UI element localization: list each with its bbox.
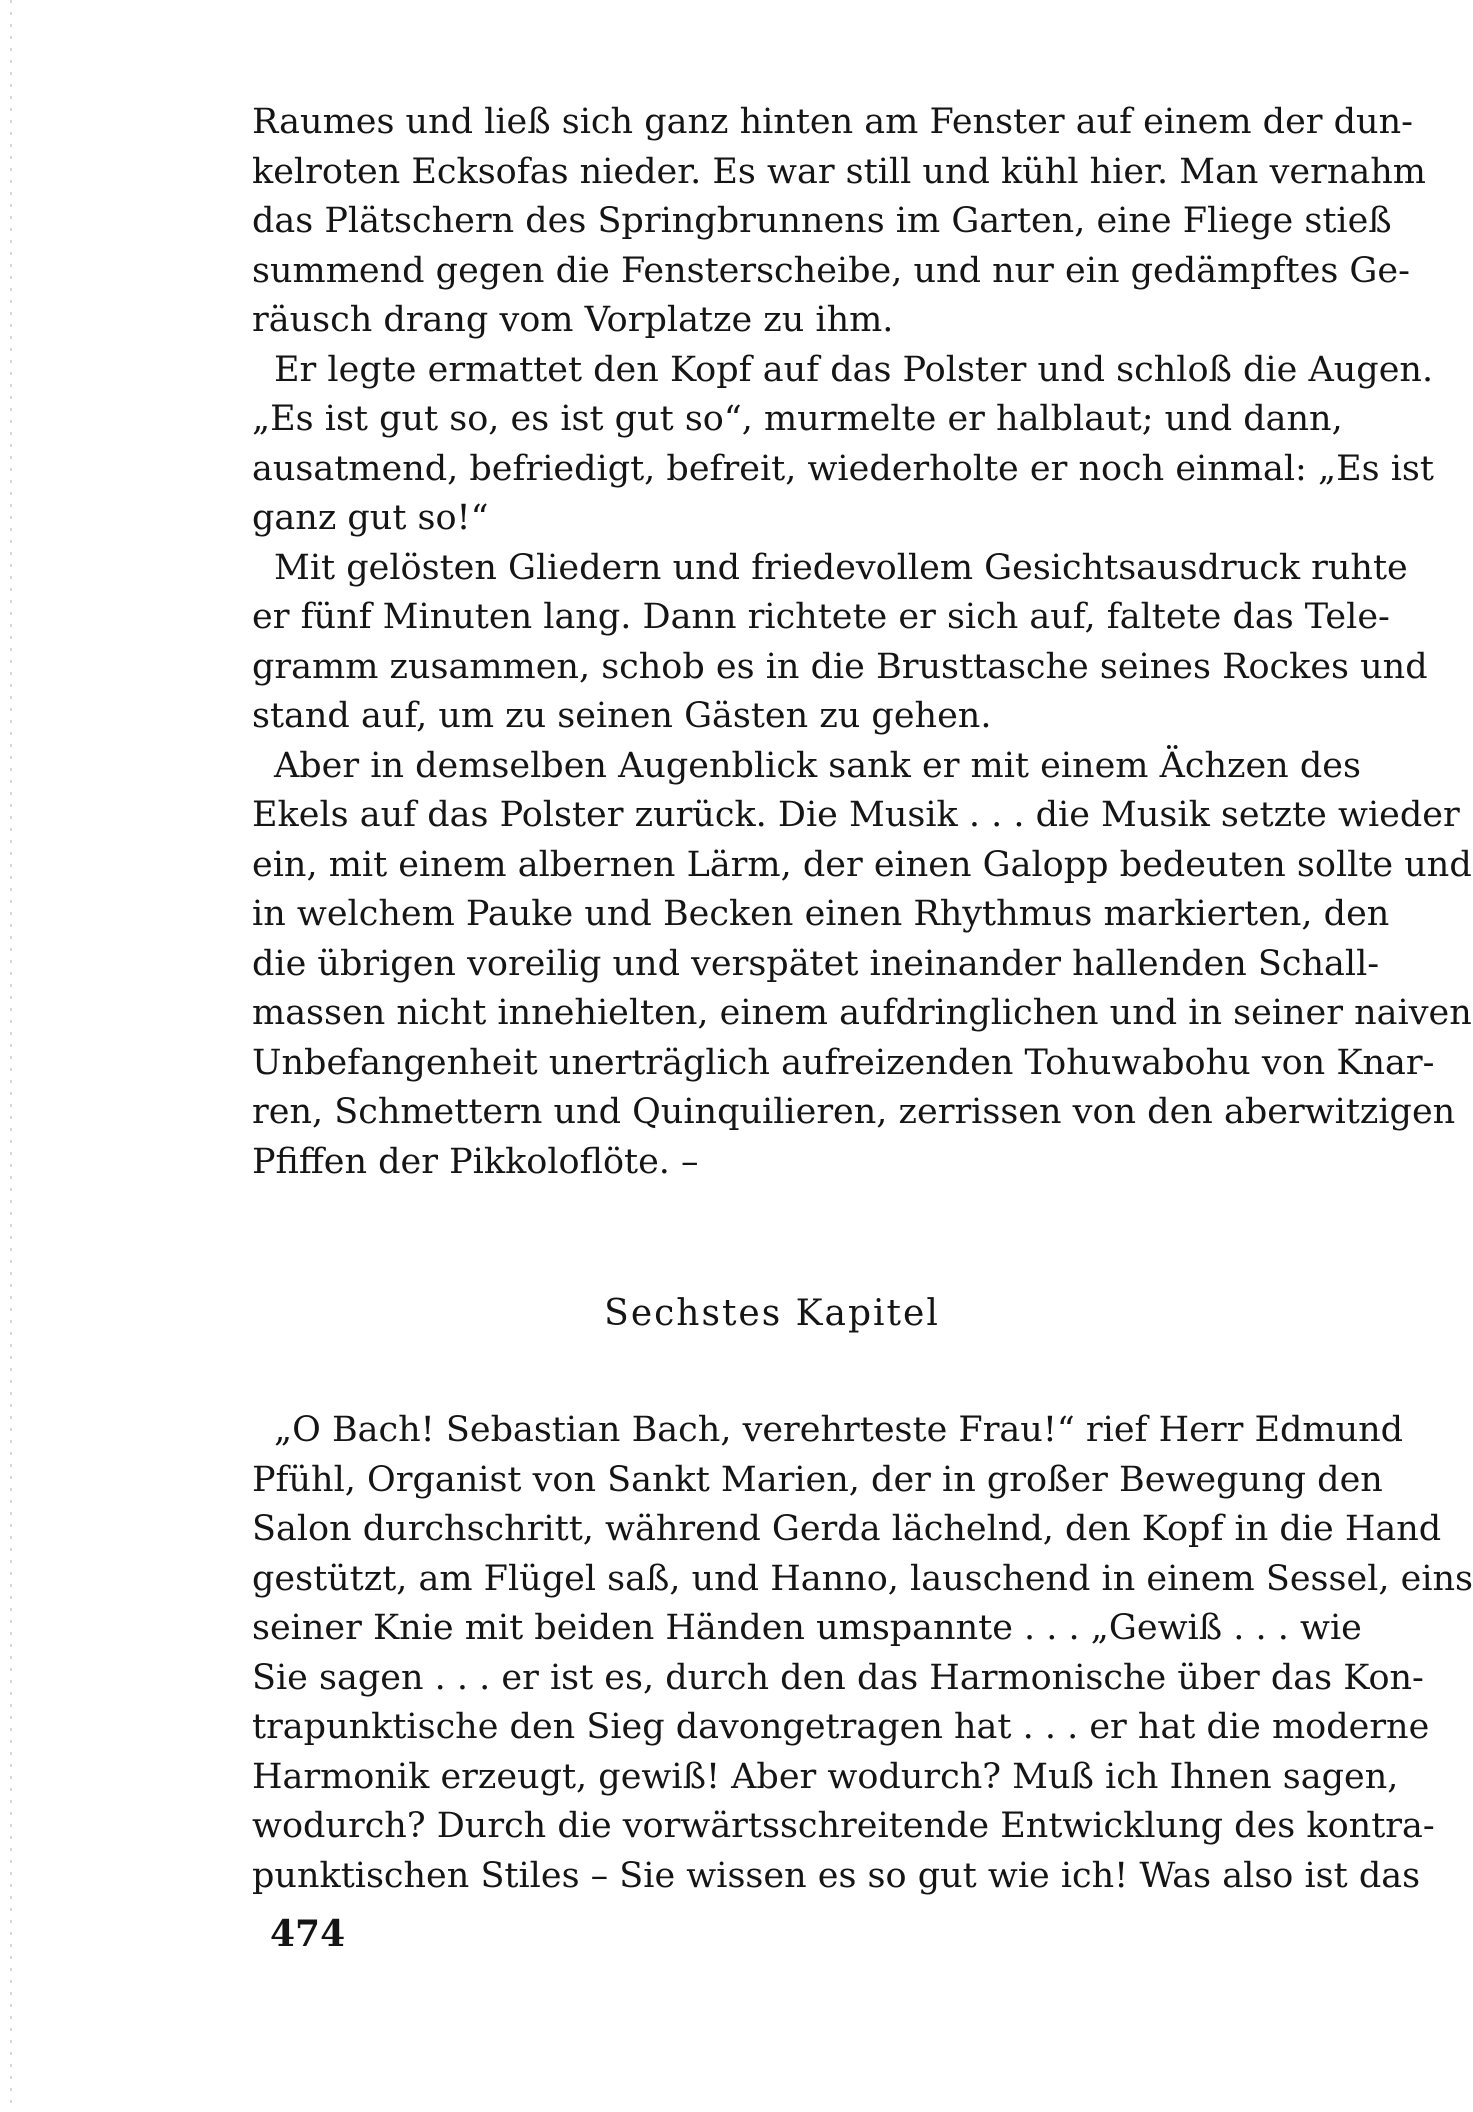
text-line: gestützt, am Flügel saß, und Hanno, lauschend in einem Sessel, eins [252,1558,1473,1599]
text-line: Salon durchschritt, während Gerda lächelnd, den Kopf in die Hand [252,1509,1442,1549]
text-line: Pfiffen der Pikkoloflöte. – [252,1141,699,1182]
text-line: Sie sagen . . . er ist es, durch den das Harmonische über das Kon- [252,1657,1424,1698]
text-line: in welchem Pauke und Becken einen Rhythmus markierten, den [252,894,1390,934]
scan-gutter-marks [10,0,12,2112]
text-line: Raumes und ließ sich ganz hinten am Fenster auf einem der dun- [252,102,1413,142]
text-line: Aber in demselben Augenblick sank er mit einem Ächzen des [274,745,1361,786]
text-line: kelroten Ecksofas nieder. Es war still und kühl hier. Man vernahm [252,151,1426,192]
text-line: ganz gut so!“ [252,498,489,538]
text-line: Er legte ermattet den Kopf auf das Polster und schloß die Augen. [274,349,1434,390]
text-line: er fünf Minuten lang. Dann richtete er sich auf, faltete das Tele- [252,597,1390,637]
text-line: „Es ist gut so, es ist gut so“, murmelte er halblaut; und dann, [252,399,1343,439]
text-line: trapunktische den Sieg davongetragen hat . . . er hat die moderne [252,1707,1430,1747]
chapter-heading: Sechstes Kapitel [604,1293,940,1334]
text-line: das Plätschern des Springbrunnens im Garten, eine Fliege stieß [252,201,1392,241]
text-line: Harmonik erzeugt, gewiß! Aber wodurch? Muß ich Ihnen sagen, [252,1756,1399,1797]
text-line: ein, mit einem albernen Lärm, der einen Galopp bedeuten sollte und [252,844,1472,885]
text-line: massen nicht innehielten, einem aufdringlichen und in seiner naiven [252,993,1472,1033]
text-line: wodurch? Durch die vorwärtsschreitende Entwicklung des kontra- [252,1806,1435,1846]
text-line: punktischen Stiles – Sie wissen es so gut wie ich! Was also ist das [252,1855,1421,1896]
text-line: Mit gelösten Gliedern und friedevollem Gesichtsausdruck ruhte [274,547,1408,588]
text-line: seiner Knie mit beiden Händen umspannte . . . „Gewiß . . . wie [252,1608,1362,1648]
text-block-upper [252,98,1472,1187]
text-line: Unbefangenheit unerträglich aufreizenden Tohuwabohu von Knar- [252,1042,1435,1083]
text-line: räusch drang vom Vorplatze zu ihm. [252,300,894,340]
page-number: 474 [270,1913,346,1955]
text-line: gramm zusammen, schob es in die Brusttasche seines Rockes und [252,646,1428,687]
text-line: summend gegen die Fensterscheibe, und nur ein gedämpftes Ge- [252,250,1410,291]
text-line: die übrigen voreilig und verspätet ineinander hallenden Schall- [252,943,1380,984]
text-line: Pfühl, Organist von Sankt Marien, der in großer Bewegung den [252,1459,1383,1500]
text-line: ausatmend, befriedigt, befreit, wiederholte er noch einmal: „Es ist [252,448,1434,489]
text-line: ren, Schmettern und Quinquilieren, zerrissen von den aberwitzigen [252,1092,1456,1132]
text-line: Ekels auf das Polster zurück. Die Musik . . . die Musik setzte wieder [252,795,1460,835]
text-line: stand auf, um zu seinen Gästen zu gehen. [252,696,992,736]
text-block-lower [252,1406,1473,1901]
text-line: „O Bach! Sebastian Bach, verehrteste Frau!“ rief Herr Edmund [274,1410,1404,1450]
